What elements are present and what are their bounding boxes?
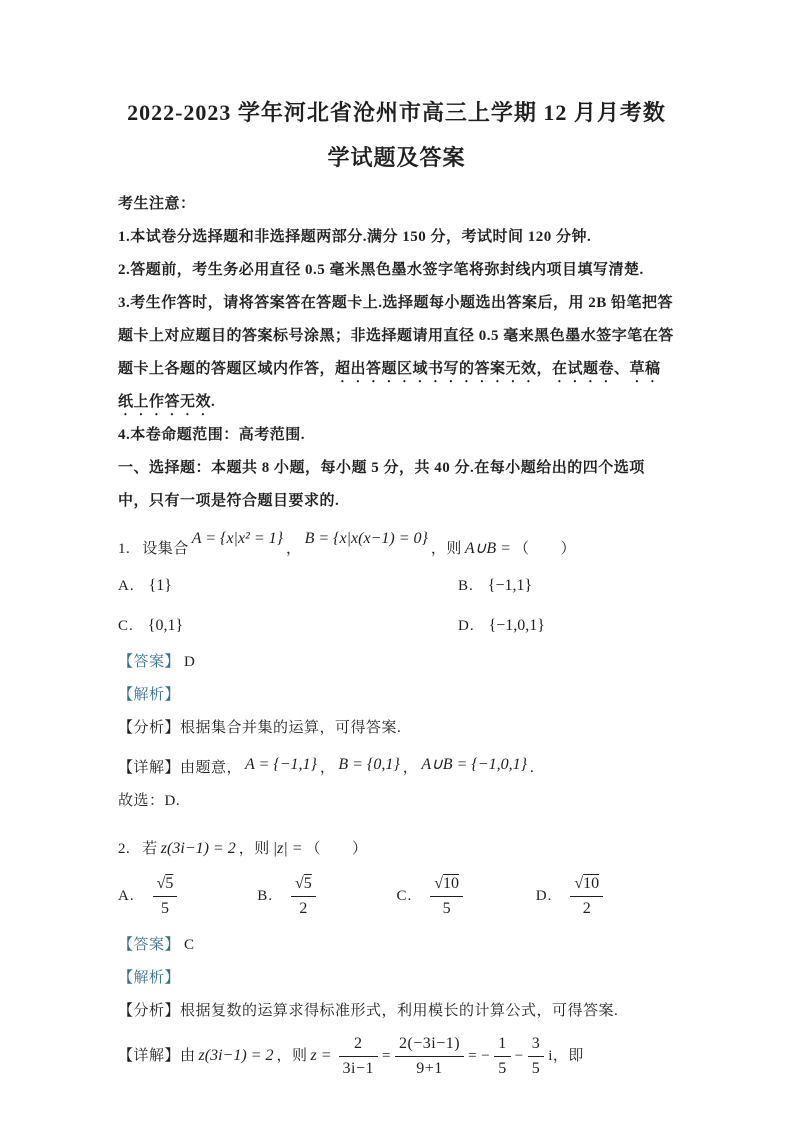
sqrt-sign: √ xyxy=(156,875,166,892)
question-2-lead: 若 xyxy=(142,841,158,857)
question-1-formula-set-a: A = {x|x² = 1} xyxy=(191,530,284,547)
option-a-label: A. xyxy=(118,578,135,594)
xiangjie-tag: 【详解】 xyxy=(118,1047,181,1064)
radicand: 5 xyxy=(165,875,174,892)
option-b-fraction xyxy=(291,874,316,919)
answer-tag: 【答案】 xyxy=(118,654,181,670)
question-2-stem xyxy=(118,818,675,866)
question-1-xiangjie-lead: 由题意， xyxy=(180,760,243,776)
question-1-option-d xyxy=(458,606,675,646)
question-1-stem xyxy=(118,518,675,566)
jiexi-tag: 【解析】 xyxy=(118,970,181,986)
denominator: 2 xyxy=(299,900,308,917)
radicand: 10 xyxy=(443,875,460,892)
question-2-then: ，则 xyxy=(238,841,270,857)
question-1-options-row-1 xyxy=(118,566,675,606)
question-1-jiexi-line xyxy=(118,679,675,712)
sqrt-sign: √ xyxy=(574,875,584,892)
equals-sign: = xyxy=(381,1047,391,1064)
page-title: 2022-2023 学年河北省沧州市高三上学期 12 月月考数学试题及答案 xyxy=(127,100,666,170)
numerator: 3 xyxy=(528,1034,545,1057)
option-b-label: B. xyxy=(458,578,474,594)
question-2-fenxi-line: 【分析】根据复数的运算求得标准形式，利用模长的计算公式，可得答案. xyxy=(118,1003,619,1019)
denominator: 2 xyxy=(582,900,591,917)
fraction-1-over-5 xyxy=(494,1034,511,1079)
question-1-option-b xyxy=(458,566,675,606)
option-a-label: A. xyxy=(118,887,135,904)
denominator: 9+1 xyxy=(416,1060,443,1077)
numerator: 2 xyxy=(339,1034,378,1057)
question-2-xiangjie-lead: 由 xyxy=(180,1047,196,1064)
xiangjie-sep-1: ， xyxy=(319,760,336,776)
sqrt-sign: √ xyxy=(295,875,304,892)
question-1-option-c xyxy=(118,606,458,646)
question-1-answer-paren: （ ） xyxy=(513,541,576,557)
fraction-2-over-3i-minus-1 xyxy=(339,1034,378,1079)
question-1-lead: 设集合 xyxy=(142,541,189,557)
question-2-answer-paren: （ ） xyxy=(305,841,368,857)
option-d-label: D. xyxy=(535,887,553,904)
section-heading: 一、选择题：本题共 8 小题，每小题 5 分，共 40 分.在每小题给出的四个选项中，只有一项是符合题目要求的. xyxy=(118,460,645,509)
question-1-conclusion: 故选：D. xyxy=(118,793,181,809)
question-2-option-a xyxy=(118,874,257,919)
denominator: 3i−1 xyxy=(342,1060,374,1077)
fraction-3-over-5 xyxy=(528,1034,545,1079)
question-2-number: 2. xyxy=(118,841,131,857)
question-2-xiangjie-line xyxy=(118,1028,675,1079)
question-1-answer-value: D xyxy=(184,654,196,670)
sqrt-sign: √ xyxy=(434,875,444,892)
xiangjie-tail: i，即 xyxy=(548,1047,584,1064)
question-1-union-formula: A∪B = xyxy=(464,540,511,557)
option-b-value: {−1,1} xyxy=(487,577,533,594)
question-2-option-b xyxy=(257,874,396,919)
option-d-value: {−1,0,1} xyxy=(488,617,545,634)
option-c-fraction xyxy=(430,874,463,919)
question-2-option-d xyxy=(536,874,675,919)
notice-item-3-emphasized-text: 超出答题区域书写的答案无效，在试题卷、草稿纸上作答无效. xyxy=(118,361,661,410)
question-1-options-row-2 xyxy=(118,606,675,646)
xiangjie-z-equals: z = xyxy=(310,1046,332,1064)
radicand: 10 xyxy=(583,875,600,892)
notice-item-3 xyxy=(118,287,675,419)
option-c-value: {0,1} xyxy=(147,617,184,634)
notice-item-1: 1.本试卷分选择题和非选择题两部分.满分 150 分，考试时间 120 分钟. xyxy=(118,229,592,245)
option-c-label: C. xyxy=(118,618,134,634)
question-1-fenxi-line: 【分析】根据集合并集的运算，可得答案. xyxy=(118,720,402,736)
denominator: 5 xyxy=(442,900,451,917)
option-a-fraction xyxy=(153,874,178,919)
xiangjie-then: ，则 xyxy=(276,1047,308,1064)
numerator: 2(−3i−1) xyxy=(395,1034,464,1057)
notice-item-2: 2.答题前，考生务必用直径 0.5 毫米黑色墨水签字笔将弥封线内项目填写清楚. xyxy=(118,262,644,278)
question-2-formula-z: z(3i−1) = 2 xyxy=(160,840,236,857)
xiangjie-set-b: B = {0,1} xyxy=(338,756,400,773)
option-a-value: {1} xyxy=(148,577,172,594)
question-2-answer-value: C xyxy=(184,937,195,953)
option-d-label: D. xyxy=(458,618,475,634)
minus-sign: − xyxy=(514,1047,524,1064)
question-1-answer-line xyxy=(118,646,675,679)
fraction-expanded xyxy=(395,1034,464,1079)
xiangjie-period: . xyxy=(529,760,535,776)
question-2-modulus-formula: |z| = xyxy=(272,840,303,857)
xiangjie-sep-2: ， xyxy=(402,760,419,776)
question-2-options-row xyxy=(118,874,675,919)
question-1-then: ，则 xyxy=(430,541,462,557)
notice-item-3-text: 3.考生作答时，请将答案答在答题卡上.选择题每小题选出答案后，用 2B 铅笔把答题卡上对应题目的答案标号涂黑；非选择题请用直径 0.5 毫来黑色墨水签字笔在答题卡上各题的答题区域内作答， xyxy=(118,295,674,377)
question-1-number: 1. xyxy=(118,541,131,557)
denominator: 5 xyxy=(160,900,169,917)
radicand: 5 xyxy=(303,875,312,892)
xiangjie-given-formula: z(3i−1) = 2 xyxy=(198,1046,274,1064)
question-1-comma: ， xyxy=(286,541,302,557)
xiangjie-set-a: A = {−1,1} xyxy=(245,756,317,773)
equals-minus-sign: = − xyxy=(468,1047,491,1064)
numerator: 1 xyxy=(494,1034,511,1057)
jiexi-tag: 【解析】 xyxy=(118,687,181,703)
xiangjie-tag: 【详解】 xyxy=(118,760,181,776)
question-1-xiangjie-line xyxy=(118,745,675,785)
notice-item-4: 4.本卷命题范围：高考范围. xyxy=(118,427,306,443)
question-2-jiexi-line xyxy=(118,962,675,995)
question-1-formula-set-b: B = {x|x(x−1) = 0} xyxy=(304,530,428,547)
option-c-label: C. xyxy=(396,887,413,904)
option-d-fraction xyxy=(570,874,603,919)
question-1-option-a xyxy=(118,566,458,606)
denominator: 5 xyxy=(531,1060,541,1077)
denominator: 5 xyxy=(498,1060,507,1077)
notice-heading: 考生注意： xyxy=(118,196,196,212)
question-2-answer-line xyxy=(118,929,675,962)
xiangjie-union-result: A∪B = {−1,0,1} xyxy=(421,756,527,773)
option-b-label: B. xyxy=(257,887,274,904)
answer-tag: 【答案】 xyxy=(118,937,181,953)
question-2-option-c xyxy=(397,874,536,919)
